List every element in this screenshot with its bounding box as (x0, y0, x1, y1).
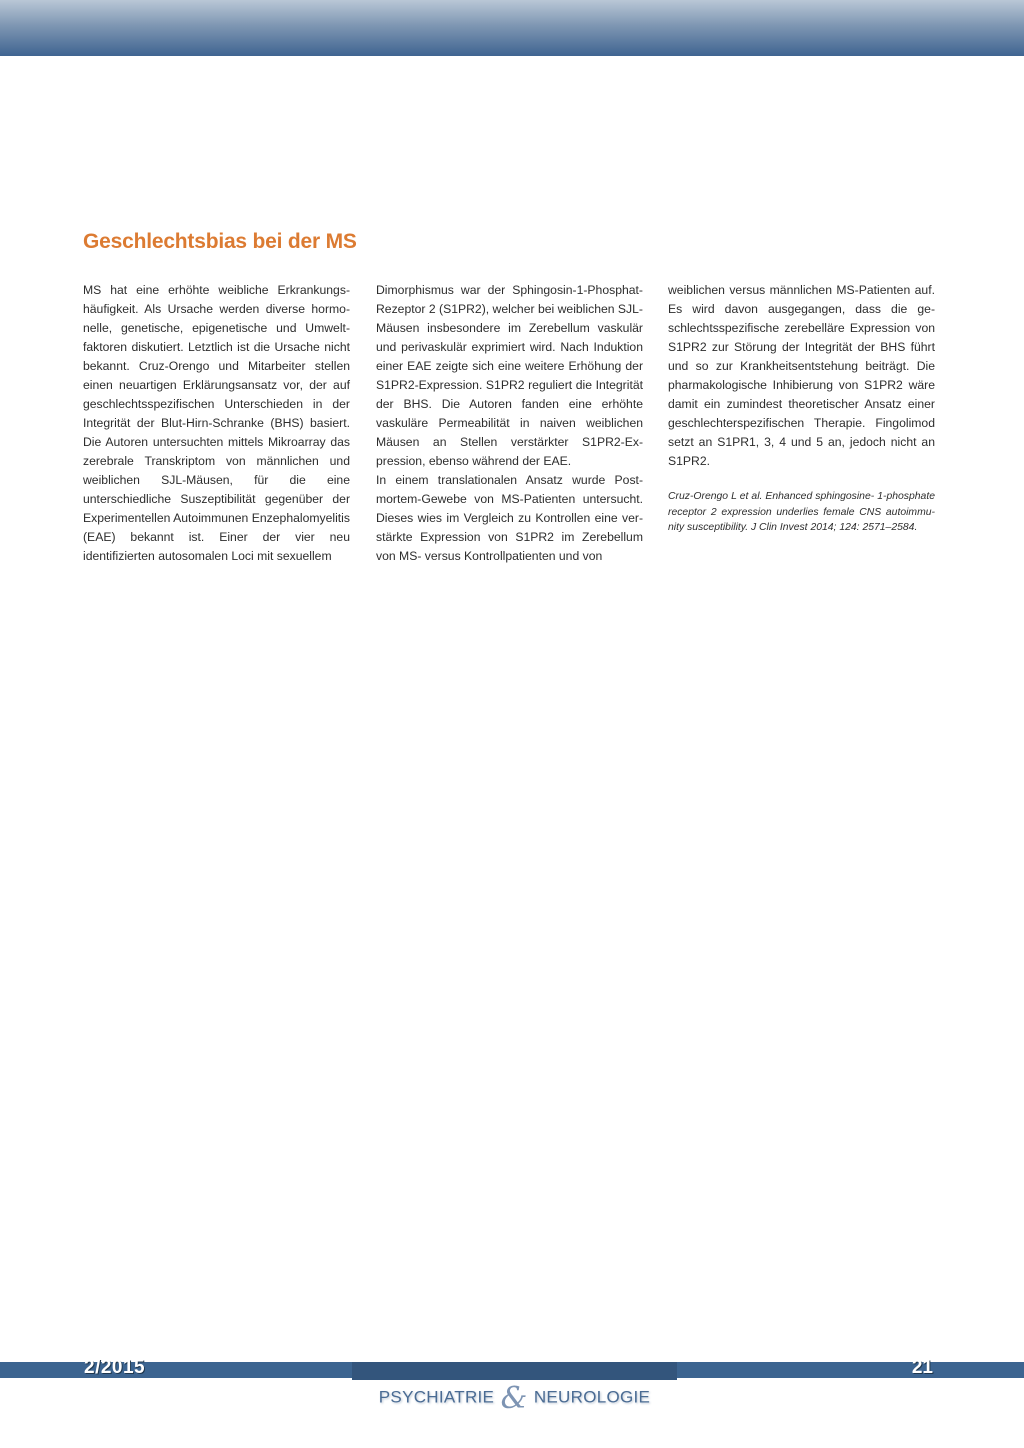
issue-number: 2/2015 (84, 1357, 146, 1378)
reference-citation: Cruz-Orengo L et al. Enhanced sphingosine- 1-phosphate receptor 2 expression underlies female CNS autoimmunity susceptibility. J Clin Invest 2014; 124: 2571–2584. (668, 491, 935, 533)
journal-logo (352, 1380, 677, 1420)
text-column-3 (668, 281, 935, 536)
journal-word-neurologie: NEUROLOGIE (533, 1387, 651, 1407)
text-column-1 (83, 281, 350, 566)
body-paragraph: weiblichen versus männlichen MS-Patienten auf. Es wird davon ausgegangen, dass die geschlechtsspezifische zerebelläre Expression von S1PR2 zur Störung der Integrität der BHS führt und so zur Krankheitsentstehung beiträgt. Die pharmakologische Inhibierung von S1PR2 wäre damit ein zumindest theoretischer Ansatz einer geschlechterspezifischen Therapie. Fingolimod setzt an S1PR1, 3, 4 und 5 an, jedoch nicht an S1PR2. (668, 283, 935, 468)
page-number: 21 (911, 1357, 933, 1378)
ampersand-glyph: & (500, 1381, 528, 1416)
header-band (0, 0, 1024, 56)
body-paragraph: In einem translationalen Ansatz wurde Postmortem-Gewebe von MS-Patienten untersucht. Dieses wies im Vergleich zu Kontrollen eine verstärkte Expression von S1PR2 im Zerebellum von MS- versus Kontrollpatienten und von (376, 473, 643, 563)
body-paragraph: MS hat eine erhöhte weibliche Erkrankungshäufigkeit. Als Ursache werden diverse hormonelle, genetische, epigenetische und Umweltfaktoren diskutiert. Letztlich ist die Ursache nicht bekannt. Cruz-Orengo und Mitarbeiter stellen einen neuartigen Erklärungsansatz vor, der auf geschlechtsspezifischen Unterschieden in der Integrität der Blut-Hirn-Schranke (BHS) basiert. Die Autoren untersuchten mittels Mikroarray das zerebrale Transkriptom von männlichen und weiblichen SJL-Mäusen, für die eine unterschiedliche Suszeptibilität gegenüber der Experimentellen Autoimmunen Enzephalomyelitis (EAE) bekannt ist. Einer der vier neu identifizierten autosomalen Loci mit sexuellem (83, 283, 350, 563)
footer-band-center (352, 1362, 677, 1380)
text-column-2 (376, 281, 643, 566)
body-paragraph: Dimorphismus war der Sphingosin-1-Phosphat-Rezeptor 2 (S1PR2), welcher bei weiblichen SJL-Mäusen insbesondere im Zerebellum vaskulär und perivaskulär exprimiert wird. Nach Induktion einer EAE zeigte sich eine weitere Erhöhung der S1PR2-Expression. S1PR2 reguliert die Integrität der BHS. Die Autoren fanden eine erhöhte vaskuläre Permeabilität in naiven weiblichen Mäusen an Stellen verstärkter S1PR2-Expression, ebenso während der EAE. (376, 283, 643, 468)
journal-word-psychiatrie: PSYCHIATRIE (378, 1387, 495, 1407)
article-title: Geschlechtsbias bei der MS (83, 230, 357, 253)
